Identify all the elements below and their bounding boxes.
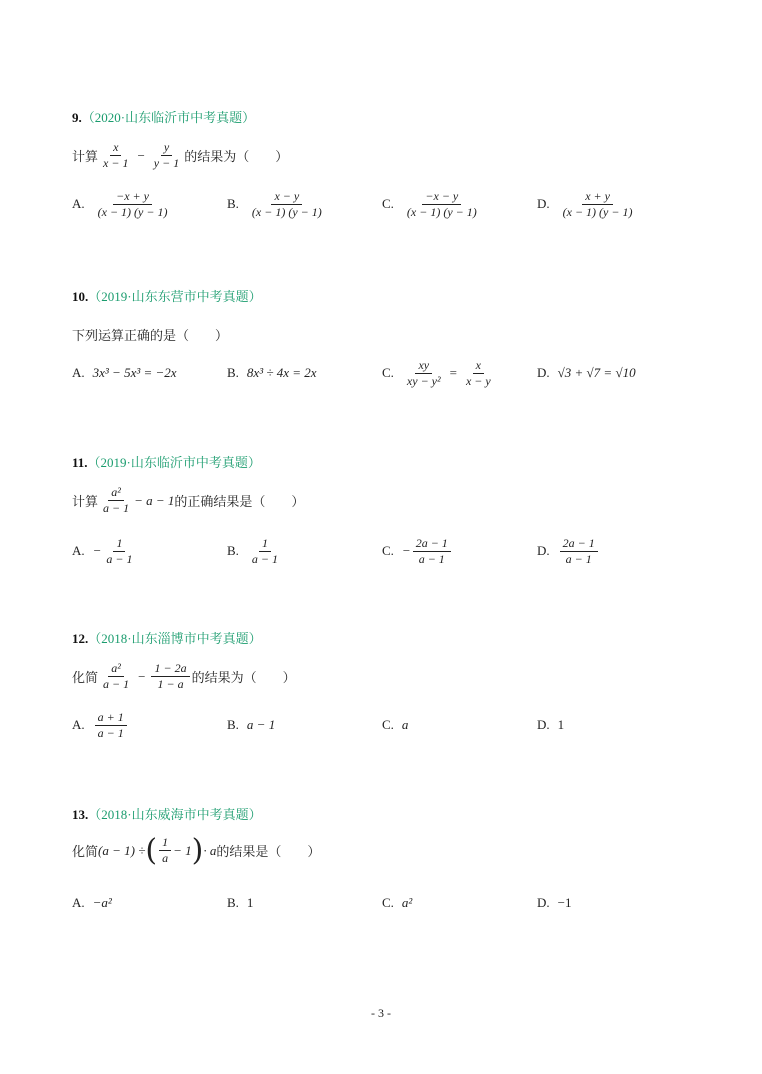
- fraction: [103, 536, 135, 567]
- option-expression: 1: [246, 895, 254, 910]
- option-expression: 8x³ ÷ 4x = 2x: [246, 365, 317, 380]
- fraction: [404, 189, 480, 220]
- numerator: 1 − 2a: [151, 661, 189, 677]
- option-b[interactable]: [227, 351, 317, 395]
- stem-text-pre: 计算: [72, 494, 99, 509]
- question-header: [72, 110, 692, 126]
- fraction: [560, 536, 598, 567]
- numerator: 2a − 1: [560, 536, 598, 552]
- denominator: a − 1: [418, 551, 445, 566]
- option-label: C.: [382, 895, 394, 910]
- stem-text-pre: 计算: [72, 149, 99, 164]
- option-expression: −a²: [92, 895, 112, 910]
- option-label: C.: [382, 196, 394, 211]
- option-label: D.: [537, 543, 550, 558]
- question-9: [72, 110, 692, 219]
- question-source: （2018·山东淄博市中考真题）: [88, 631, 262, 646]
- options: [72, 182, 692, 226]
- option-b[interactable]: [227, 182, 327, 226]
- option-a[interactable]: [72, 351, 177, 395]
- stem-text-pre: 化简: [72, 844, 99, 859]
- options: [72, 529, 692, 573]
- stem-tail: − a − 1: [134, 492, 175, 508]
- option-label: A.: [72, 895, 85, 910]
- stem-text-post: 的结果为（ ）: [191, 670, 296, 685]
- question-13: [72, 807, 692, 910]
- operator: −: [138, 668, 146, 684]
- sign: −: [401, 543, 411, 558]
- question-stem: [72, 325, 228, 343]
- option-c[interactable]: [382, 182, 482, 226]
- question-number: 9.: [72, 110, 82, 125]
- option-label: A.: [72, 365, 85, 380]
- denominator: a − 1: [251, 551, 279, 566]
- option-b[interactable]: [227, 703, 275, 747]
- denominator: xy − y²: [406, 373, 441, 388]
- sign: −: [92, 543, 102, 558]
- stem-text: 下列运算正确的是（ ）: [72, 327, 229, 343]
- option-a[interactable]: [72, 703, 129, 747]
- denominator: a − 1: [97, 725, 124, 740]
- numerator: xy: [415, 358, 432, 374]
- option-label: B.: [227, 365, 239, 380]
- question-number: 13.: [72, 807, 89, 822]
- question-header: [72, 289, 692, 305]
- option-label: D.: [537, 196, 550, 211]
- operator: −: [137, 147, 145, 163]
- option-c[interactable]: [382, 529, 453, 573]
- stem-inner-tail: − 1: [173, 842, 192, 858]
- option-label: D.: [537, 895, 550, 910]
- fraction: [151, 661, 189, 692]
- question-10: [72, 289, 692, 388]
- option-label: C.: [382, 717, 394, 732]
- question-header: [72, 631, 692, 647]
- stem-expression-b: · a: [203, 842, 217, 858]
- denominator: a − 1: [103, 501, 130, 515]
- stem-text-post: 的结果是（ ）: [216, 844, 321, 859]
- question-stem: [72, 485, 304, 516]
- fraction: [463, 358, 494, 389]
- fraction: [249, 536, 281, 567]
- numerator: −x + y: [113, 189, 152, 205]
- option-d[interactable]: [537, 703, 564, 747]
- numerator: a²: [108, 661, 124, 677]
- fraction: [249, 189, 325, 220]
- option-b[interactable]: [227, 881, 253, 925]
- numerator: x: [473, 358, 484, 374]
- option-label: B.: [227, 717, 239, 732]
- fraction: [151, 140, 182, 171]
- numerator: 1: [159, 835, 171, 851]
- option-label: A.: [72, 196, 85, 211]
- option-d[interactable]: [537, 182, 637, 226]
- option-b[interactable]: [227, 529, 283, 573]
- numerator: −x − y: [422, 189, 461, 205]
- option-label: A.: [72, 543, 85, 558]
- option-expression: a²: [401, 895, 413, 910]
- option-label: B.: [227, 543, 239, 558]
- numerator: a²: [108, 485, 124, 501]
- option-a[interactable]: [72, 182, 172, 226]
- option-label: A.: [72, 717, 85, 732]
- numerator: x + y: [582, 189, 613, 205]
- fraction: [100, 140, 131, 171]
- denominator: (x − 1) (y − 1): [251, 204, 322, 219]
- question-stem: [72, 140, 288, 171]
- option-label: B.: [227, 196, 239, 211]
- question-11: [72, 455, 692, 566]
- fraction: [159, 835, 171, 866]
- option-expression: a − 1: [246, 717, 276, 732]
- denominator: (x − 1) (y − 1): [97, 204, 168, 219]
- stem-text-post: 的正确结果是（ ）: [174, 494, 305, 509]
- denominator: (x − 1) (y − 1): [562, 204, 633, 219]
- numerator: 1: [259, 536, 271, 552]
- fraction: [95, 710, 127, 741]
- numerator: 1: [113, 536, 125, 552]
- option-expression: 3x³ − 5x³ = −2x: [92, 365, 177, 380]
- options: [72, 703, 692, 747]
- denominator: (x − 1) (y − 1): [406, 204, 477, 219]
- option-a[interactable]: [72, 881, 112, 925]
- left-paren: (: [145, 832, 158, 868]
- page-number: - 3 -: [371, 1006, 391, 1020]
- fraction: [95, 189, 171, 220]
- fraction: [100, 485, 132, 516]
- stem-text-pre: 化简: [72, 670, 99, 685]
- right-paren: ): [191, 832, 204, 868]
- question-number: 11.: [72, 455, 88, 470]
- question-source: （2019·山东临沂市中考真题）: [87, 455, 261, 470]
- numerator: y: [161, 140, 172, 156]
- question-number: 10.: [72, 289, 89, 304]
- fraction: [413, 536, 451, 567]
- question-12: [72, 631, 692, 740]
- question-header: [72, 455, 692, 471]
- options: [72, 351, 692, 395]
- option-expression: √3 + √7 = √10: [557, 365, 636, 380]
- numerator: 2a − 1: [413, 536, 451, 552]
- option-d[interactable]: [537, 529, 600, 573]
- option-expression: −1: [557, 895, 572, 910]
- options: [72, 881, 692, 925]
- denominator: 1 − a: [157, 677, 184, 691]
- option-label: D.: [537, 365, 550, 380]
- denominator: y − 1: [153, 156, 180, 170]
- option-expression: 1: [557, 717, 565, 732]
- option-label: D.: [537, 717, 550, 732]
- option-d[interactable]: [537, 881, 571, 925]
- question-stem: [72, 661, 296, 692]
- question-stem: [72, 832, 321, 868]
- denominator: a: [162, 851, 169, 865]
- question-source: （2020·山东临沂市中考真题）: [81, 110, 256, 125]
- equals-sign: =: [449, 365, 457, 380]
- fraction: [404, 358, 444, 389]
- option-label: C.: [382, 543, 394, 558]
- stem-text-post: 的结果为（ ）: [184, 149, 289, 164]
- denominator: x − y: [465, 373, 491, 388]
- denominator: a − 1: [103, 677, 130, 691]
- question-source: （2019·山东东营市中考真题）: [88, 289, 262, 304]
- option-d[interactable]: [537, 351, 636, 395]
- numerator: x − y: [271, 189, 302, 205]
- option-c[interactable]: [382, 881, 412, 925]
- question-header: [72, 807, 692, 823]
- option-label: B.: [227, 895, 239, 910]
- fraction: [560, 189, 636, 220]
- fraction: [100, 661, 132, 692]
- option-a[interactable]: [72, 529, 138, 573]
- numerator: x: [110, 140, 121, 156]
- denominator: x − 1: [103, 156, 129, 170]
- option-expression: a: [401, 717, 409, 732]
- question-source: （2018·山东威海市中考真题）: [88, 807, 262, 822]
- stem-expression-a: (a − 1) ÷: [98, 842, 146, 858]
- numerator: a + 1: [95, 710, 127, 726]
- question-number: 12.: [72, 631, 89, 646]
- denominator: a − 1: [565, 551, 592, 566]
- option-c[interactable]: [382, 351, 496, 395]
- denominator: a − 1: [106, 551, 133, 566]
- option-label: C.: [382, 365, 394, 380]
- option-c[interactable]: [382, 703, 408, 747]
